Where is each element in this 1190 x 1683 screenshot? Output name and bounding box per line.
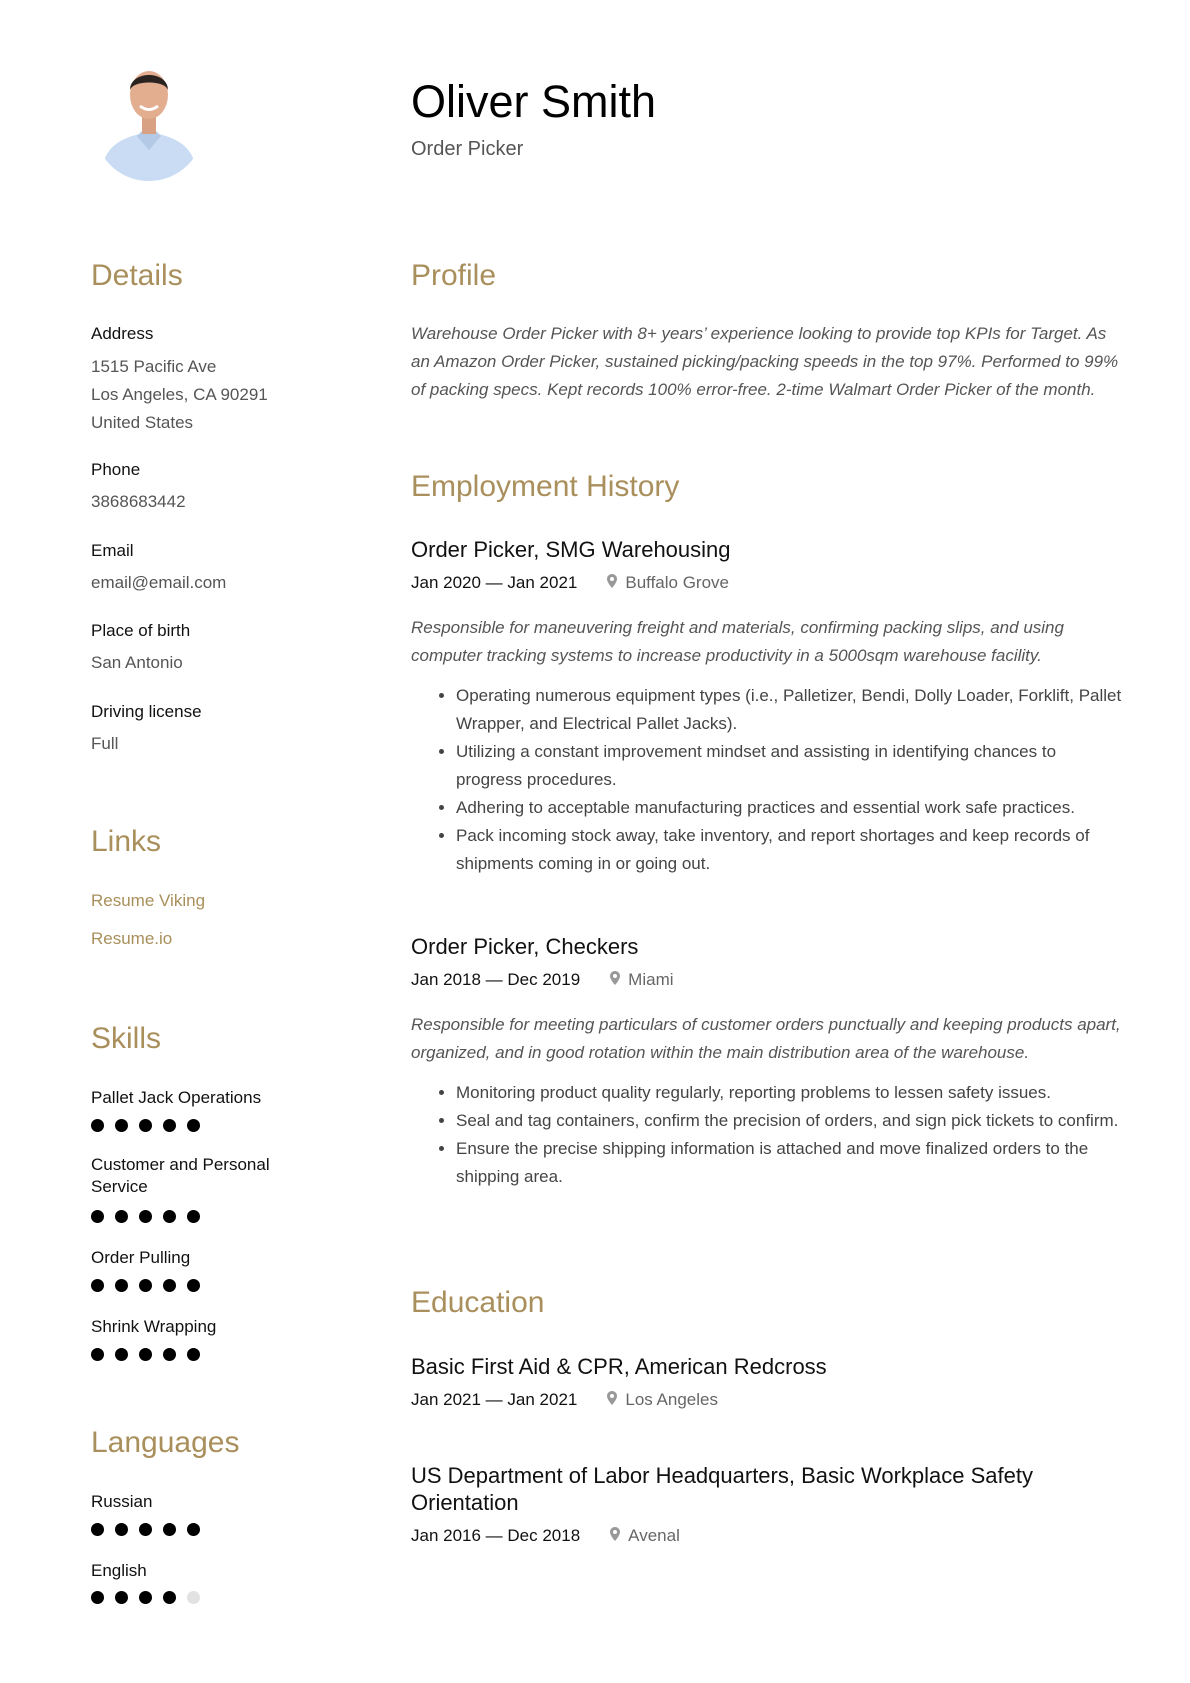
skill-rating <box>91 1348 200 1362</box>
bullet: • Ensure the precise shipping information is attached and move finalized orders to the shipping area. <box>456 1135 1126 1191</box>
rating-dot-filled <box>115 1119 128 1132</box>
address-line: United States <box>91 413 194 432</box>
skill-rating <box>91 1279 200 1293</box>
rating-dot-filled <box>91 1523 104 1536</box>
birth-label: Place of birth <box>91 621 191 640</box>
rating-dot-filled <box>163 1348 176 1361</box>
profile-text: Warehouse Order Picker with 8+ years’ experience looking to provide top KPIs for Target. As an Amazon Order Picker, sustained picking/packing speeds in the top 97%. Performed to 99% of packing specs. Kept records 100% error-free. 2-time Walmart Order Picker of the month. <box>411 324 1119 399</box>
candidate-name: Oliver Smith <box>411 76 657 127</box>
job-title: Order Picker, Checkers <box>411 934 639 959</box>
job-description: Responsible for meeting particulars of customer orders punctually and keeping products apart, organized, and in good rotation within the main distribution area of the warehouse. <box>411 1015 1121 1062</box>
education-title: US Department of Labor Headquarters, Basic Workplace Safety Orientation <box>411 1463 1034 1515</box>
rating-dot-filled <box>115 1279 128 1292</box>
skill-rating <box>91 1210 200 1224</box>
language-name: Russian <box>91 1492 153 1511</box>
rating-dot-filled <box>187 1348 200 1361</box>
rating-dot-filled <box>139 1210 152 1223</box>
language-name: English <box>91 1561 147 1580</box>
rating-dot-filled <box>91 1279 104 1292</box>
address-label: Address <box>91 324 154 343</box>
address-line: 1515 Pacific Ave <box>91 357 217 376</box>
job-entry <box>411 536 1126 878</box>
avatar <box>93 60 205 182</box>
skill-name: Shrink Wrapping <box>91 1317 217 1336</box>
rating-dot-filled <box>115 1523 128 1536</box>
job-dates: Jan 2020 — Jan 2021 <box>411 573 578 592</box>
links-heading: Links <box>91 825 162 858</box>
rating-dot-filled <box>91 1210 104 1223</box>
license-value: Full <box>91 734 119 753</box>
job-entry <box>411 933 1126 1191</box>
email-value: email@email.com <box>91 573 227 592</box>
job-meta <box>411 966 1126 994</box>
education-title: Basic First Aid & CPR, American Redcross <box>411 1354 827 1379</box>
email-label: Email <box>91 541 134 560</box>
rating-dot-filled <box>163 1279 176 1292</box>
details-heading: Details <box>91 259 183 292</box>
license-label: Driving license <box>91 702 202 721</box>
language-rating <box>91 1523 200 1537</box>
rating-dot-filled <box>115 1348 128 1361</box>
skill-rating <box>91 1119 200 1133</box>
rating-dot-filled <box>139 1591 152 1604</box>
job-title: Order Picker <box>411 138 524 160</box>
rating-dot-filled <box>163 1210 176 1223</box>
rating-dot-filled <box>187 1523 200 1536</box>
education-entry <box>411 1462 1051 1550</box>
rating-dot-filled <box>139 1523 152 1536</box>
location-pin-icon <box>610 966 620 994</box>
job-meta <box>411 569 1126 597</box>
education-location: Los Angeles <box>625 1390 718 1409</box>
phone-label: Phone <box>91 460 141 479</box>
profile-heading: Profile <box>411 259 497 292</box>
rating-dot-filled <box>139 1119 152 1132</box>
link-resume-io[interactable]: Resume.io <box>91 929 173 948</box>
rating-dot-filled <box>91 1119 104 1132</box>
location-pin-icon <box>607 569 617 597</box>
job-bullets <box>411 682 1126 878</box>
rating-dot-filled <box>163 1523 176 1536</box>
phone-value: 3868683442 <box>91 492 186 511</box>
bullet: • Utilizing a constant improvement mindset and assisting in identifying chances to progress procedures. <box>456 738 1126 794</box>
birth-value: San Antonio <box>91 653 183 672</box>
link-resume-viking[interactable]: Resume Viking <box>91 891 206 910</box>
rating-dot-filled <box>115 1210 128 1223</box>
rating-dot-filled <box>163 1119 176 1132</box>
rating-dot-filled <box>91 1591 104 1604</box>
education-location: Avenal <box>628 1526 680 1545</box>
job-dates: Jan 2018 — Dec 2019 <box>411 970 581 989</box>
skill-name: Order Pulling <box>91 1248 191 1267</box>
education-meta <box>411 1522 1051 1550</box>
address-line: Los Angeles, CA 90291 <box>91 385 268 404</box>
job-location: Miami <box>628 970 674 989</box>
location-pin-icon <box>610 1522 620 1550</box>
rating-dot-filled <box>139 1279 152 1292</box>
education-meta <box>411 1386 1126 1414</box>
rating-dot-filled <box>163 1591 176 1604</box>
job-location: Buffalo Grove <box>625 573 729 592</box>
rating-dot-empty <box>187 1591 200 1604</box>
location-pin-icon <box>607 1386 617 1414</box>
job-title: Order Picker, SMG Warehousing <box>411 537 731 562</box>
language-rating <box>91 1591 200 1605</box>
bullet: • Operating numerous equipment types (i.e., Palletizer, Bendi, Dolly Loader, Forklift, Pallet Wrapper, and Electrical Pallet Jacks). <box>456 682 1126 738</box>
rating-dot-filled <box>115 1591 128 1604</box>
education-entry <box>411 1353 1126 1414</box>
bullet: • Adhering to acceptable manufacturing practices and essential work safe practices. <box>456 794 1126 822</box>
languages-heading: Languages <box>91 1426 240 1459</box>
skill-name: Customer and Personal Service <box>91 1155 270 1196</box>
rating-dot-filled <box>139 1348 152 1361</box>
job-bullets <box>411 1079 1126 1191</box>
address <box>91 353 268 437</box>
employment-heading: Employment History <box>411 470 680 503</box>
skills-heading: Skills <box>91 1022 162 1055</box>
job-description: Responsible for maneuvering freight and materials, confirming packing slips, and using computer tracking systems to increase productivity in a 5000sqm warehouse facility. <box>411 618 1064 665</box>
rating-dot-filled <box>91 1348 104 1361</box>
bullet: • Monitoring product quality regularly, reporting problems to lessen safety issues. <box>456 1079 1126 1107</box>
rating-dot-filled <box>187 1210 200 1223</box>
education-dates: Jan 2021 — Jan 2021 <box>411 1390 578 1409</box>
education-heading: Education <box>411 1286 545 1319</box>
education-dates: Jan 2016 — Dec 2018 <box>411 1526 581 1545</box>
rating-dot-filled <box>187 1119 200 1132</box>
bullet: • Seal and tag containers, confirm the precision of orders, and sign pick tickets to confirm. <box>456 1107 1126 1135</box>
rating-dot-filled <box>187 1279 200 1292</box>
skill-name: Pallet Jack Operations <box>91 1088 262 1107</box>
bullet: • Pack incoming stock away, take inventory, and report shortages and keep records of shipments coming in or going out. <box>456 822 1126 878</box>
